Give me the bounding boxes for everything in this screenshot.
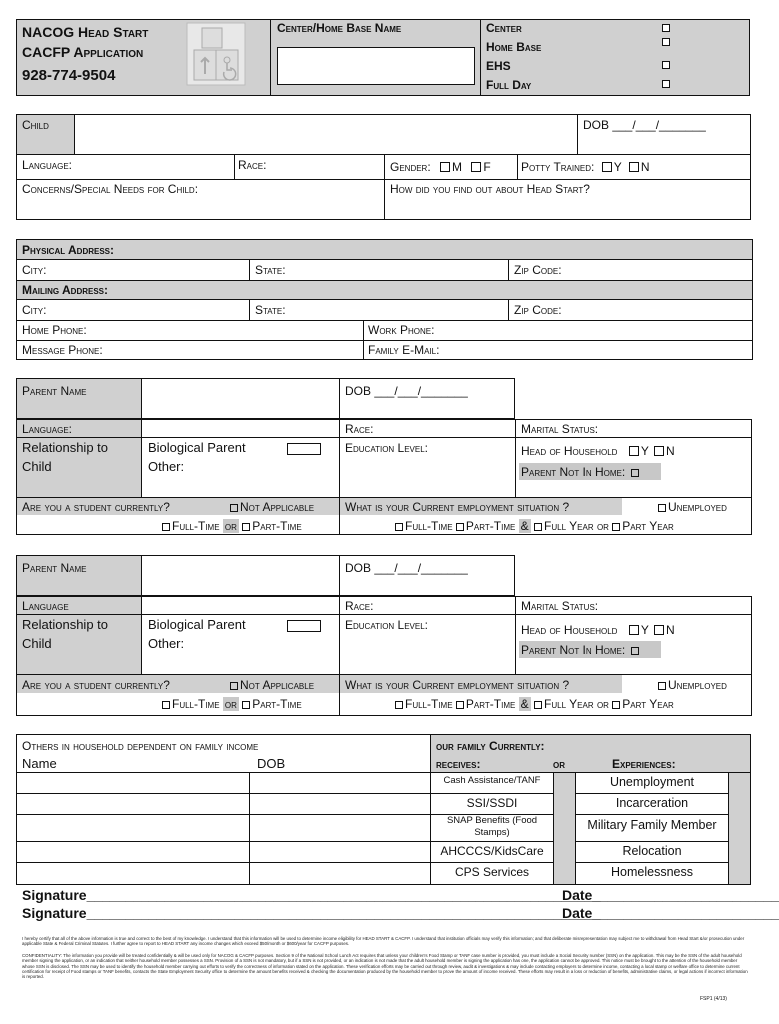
household-row-5[interactable] xyxy=(18,863,428,884)
parent-2-student-part-time: Part-Time xyxy=(252,697,302,711)
program-option-home-base: Home Base xyxy=(486,40,542,54)
parent-1-unemployed xyxy=(658,500,727,514)
center-home-base-label: Center/Home Base Name xyxy=(277,21,402,35)
parent-2-emp-full-time-checkbox[interactable] xyxy=(395,701,403,709)
household-row-4[interactable] xyxy=(18,842,428,861)
parent-1-bio-parent-label: Biological Parent xyxy=(148,440,246,455)
potty-y-checkbox[interactable] xyxy=(602,162,612,172)
receives-label: receives: xyxy=(436,757,481,771)
home-phone-label[interactable]: Home Phone: xyxy=(22,323,87,337)
mailing-address-label[interactable]: Mailing Address: xyxy=(22,283,108,297)
parent-1-student-options xyxy=(162,519,302,533)
parent-1-not-in-home-label: Parent Not In Home: xyxy=(521,465,626,479)
experiences-relocation: Relocation xyxy=(622,844,682,858)
parent-1-education-label[interactable]: Education Level: xyxy=(345,441,428,455)
phone-number: 928-774-9504 xyxy=(22,67,116,84)
parent-2-not-applicable-label: Not Applicable xyxy=(240,678,315,692)
potty-y-label: Y xyxy=(613,160,622,174)
certification-text: I hereby certify that all of the above information is true and correct to the best of my knowledge. I understand that this information will be used to determine income eligibility for HEAD START & CACFP. I understand that institution officials may verify this information; and that deliberate misrepresentation may subject me to withdrawal from Head Start &/or prosecution under applicable State & Federal Criminal Statutes. I further agree to report to HEAD START any income changes which exceed $50/month or $600/year for CACFP purposes. xyxy=(22,936,745,947)
gender-m-checkbox[interactable] xyxy=(440,162,450,172)
potty-n-label: N xyxy=(640,160,650,174)
experiences-label: Experiences: xyxy=(612,757,676,771)
parent-2-not-in-home-checkbox[interactable] xyxy=(631,647,639,655)
parent-1-emp-part-time: Part-Time xyxy=(465,519,516,533)
parent-1-language-label[interactable]: Language: xyxy=(22,422,73,436)
parent-2-student-question: Are you a student currently? xyxy=(22,678,170,692)
child-dob-label[interactable]: DOB ___/___/_______ xyxy=(583,118,706,132)
parent-2-not-in-home-label: Parent Not In Home: xyxy=(521,643,626,657)
zip-label-2[interactable]: Zip Code: xyxy=(514,303,562,317)
program-option-full-day: Full Day xyxy=(486,78,532,92)
parent-2-hoh-label: Head of Household xyxy=(521,623,618,637)
physical-address-label[interactable]: Physical Address: xyxy=(22,243,115,257)
form-code: FSP1 (4/13) xyxy=(700,996,727,1002)
blocks-logo xyxy=(186,22,246,86)
parent-1-not-in-home-field xyxy=(521,465,641,479)
parent-1-not-applicable-label: Not Applicable xyxy=(240,500,315,514)
receives-ssi-ssdi: SSI/SSDI xyxy=(466,796,518,810)
potty-n-checkbox[interactable] xyxy=(629,162,639,172)
parent-1-emp-full-time: Full-Time xyxy=(405,519,453,533)
family-email-label[interactable]: Family E-Mail: xyxy=(368,343,440,357)
parent-1-student-part-time: Part-Time xyxy=(252,519,302,533)
receives-checkbox-2[interactable] xyxy=(555,796,573,812)
parent-1-name-input[interactable] xyxy=(143,380,337,417)
parent-1-hoh-field xyxy=(521,444,675,458)
parent-2-relationship-line2: Child xyxy=(22,636,52,651)
parent-2-name-input[interactable] xyxy=(143,557,337,594)
gender-f-checkbox[interactable] xyxy=(471,162,481,172)
work-phone-label[interactable]: Work Phone: xyxy=(368,323,435,337)
city-label-1[interactable]: City: xyxy=(22,263,47,277)
receives-checkbox-3[interactable] xyxy=(555,818,573,838)
parent-1-section xyxy=(0,378,768,538)
parent-2-section xyxy=(0,555,768,715)
potty-field xyxy=(521,160,650,174)
message-phone-label[interactable]: Message Phone: xyxy=(22,343,103,357)
household-row-3[interactable] xyxy=(18,815,428,840)
program-option-ehs: EHS xyxy=(486,59,511,73)
parent-1-emp-part-time-checkbox[interactable] xyxy=(456,523,464,531)
parent-1-hoh-n-checkbox[interactable] xyxy=(654,446,664,456)
program-option-center: Center xyxy=(486,21,522,35)
parent-2-name-label: Parent Name xyxy=(22,561,87,575)
parent-2-hoh-field xyxy=(521,623,675,637)
parent-2-emp-part-year-checkbox[interactable] xyxy=(612,701,620,709)
parent-1-emp-full-time-checkbox[interactable] xyxy=(395,523,403,531)
parent-1-not-applicable xyxy=(230,500,314,514)
parent-1-emp-amp: & xyxy=(520,519,529,533)
family-currently-label: our family Currently: xyxy=(436,739,545,753)
parent-2-unemployed xyxy=(658,678,727,692)
parent-1-unemployed-checkbox[interactable] xyxy=(658,504,666,512)
parent-2-not-applicable xyxy=(230,678,314,692)
parent-1-relationship-line1: Relationship to xyxy=(22,440,108,455)
signature-line-1[interactable]: Signature__________________________________________________________________ xyxy=(22,887,601,903)
gender-f-label: F xyxy=(483,160,491,174)
parent-2-race-label[interactable]: Race: xyxy=(345,599,374,613)
parent-2-dob-label[interactable]: DOB ___/___/_______ xyxy=(345,561,468,575)
parent-1-relationship-line2: Child xyxy=(22,459,52,474)
parent-1-emp-part-year-checkbox[interactable] xyxy=(612,523,620,531)
parent-1-hoh-label: Head of Household xyxy=(521,444,618,458)
parent-2-emp-or: or xyxy=(596,697,609,711)
receives-cps: CPS Services xyxy=(454,865,530,879)
parent-2-education-label[interactable]: Education Level: xyxy=(345,618,428,632)
parent-2-emp-amp: & xyxy=(520,697,529,711)
household-row-2[interactable] xyxy=(18,794,428,813)
others-household-label: Others in household dependent on family income xyxy=(22,739,259,753)
parent-1-employment-question: What is your Current employment situation ? xyxy=(345,500,570,514)
parent-1-bio-parent-box[interactable] xyxy=(287,443,321,455)
parent-1-name-label: Parent Name xyxy=(22,384,87,398)
household-row-1[interactable] xyxy=(18,773,428,792)
parent-1-not-in-home-checkbox[interactable] xyxy=(631,469,639,477)
parent-1-race-label[interactable]: Race: xyxy=(345,422,374,436)
form-title-line2: CACFP Application xyxy=(22,44,144,60)
gender-field xyxy=(390,160,491,174)
parent-2-unemployed-label: Unemployed xyxy=(668,678,727,692)
parent-2-hoh-n: N xyxy=(665,623,675,637)
form-title-line1: NACOG Head Start xyxy=(22,24,149,40)
parent-1-emp-or: or xyxy=(596,519,609,533)
dob-column-header: DOB xyxy=(257,756,286,771)
receives-checkbox-4[interactable] xyxy=(555,844,573,860)
parent-2-other-label[interactable]: Other: xyxy=(148,636,185,651)
name-column-header: Name xyxy=(22,756,57,771)
parent-2-unemployed-checkbox[interactable] xyxy=(658,682,666,690)
parent-1-emp-full-year-checkbox[interactable] xyxy=(534,523,542,531)
receives-checkbox-5[interactable] xyxy=(555,865,573,882)
receives-cash-assistance: Cash Assistance/TANF xyxy=(443,775,541,786)
center-checkbox[interactable] xyxy=(662,24,670,32)
parent-1-dob-label[interactable]: DOB ___/___/_______ xyxy=(345,384,468,398)
parent-1-student-question: Are you a student currently? xyxy=(22,500,170,514)
experiences-checkbox-4[interactable] xyxy=(730,844,748,860)
center-home-base-input[interactable] xyxy=(277,47,475,85)
parent-1-hoh-n: N xyxy=(665,444,675,458)
parent-2-emp-part-time: Part-Time xyxy=(465,697,516,711)
concerns-label[interactable]: Concerns/Special Needs for Child: xyxy=(22,182,199,196)
parent-2-not-applicable-checkbox[interactable] xyxy=(230,682,238,690)
parent-2-student-or: or xyxy=(224,697,237,711)
child-race-label[interactable]: Race: xyxy=(238,158,267,172)
parent-2-hoh-y: Y xyxy=(640,623,649,637)
parent-2-language-label[interactable]: Language xyxy=(22,599,69,613)
experiences-unemployment: Unemployment xyxy=(609,775,695,789)
receives-checkbox-1[interactable] xyxy=(555,775,573,791)
parent-2-student-full-time: Full-Time xyxy=(172,697,220,711)
experiences-checkbox-1[interactable] xyxy=(730,775,748,791)
parent-2-not-in-home-field xyxy=(521,643,641,657)
experiences-incarceration: Incarceration xyxy=(615,796,689,810)
parent-2-bio-parent-box[interactable] xyxy=(287,620,321,632)
receives-snap: SNAP Benefits (Food Stamps) xyxy=(446,815,538,838)
parent-1-hoh-y-checkbox[interactable] xyxy=(629,446,639,456)
experiences-military: Military Family Member xyxy=(587,818,717,832)
parent-2-student-part-time-checkbox[interactable] xyxy=(242,701,250,709)
parent-1-hoh-y: Y xyxy=(640,444,649,458)
parent-2-hoh-y-checkbox[interactable] xyxy=(629,625,639,635)
parent-1-unemployed-label: Unemployed xyxy=(668,500,727,514)
child-language-label[interactable]: Language: xyxy=(22,158,73,172)
signature-line-2[interactable]: Signature__________________________________________________________________ xyxy=(22,905,601,921)
receives-ahcccs: AHCCCS/KidsCare xyxy=(440,844,544,858)
parent-1-emp-full-year: Full Year xyxy=(544,519,594,533)
parent-2-employment-question: What is your Current employment situation ? xyxy=(345,678,570,692)
gender-label: Gender: xyxy=(390,160,431,174)
potty-label: Potty Trained: xyxy=(521,160,595,174)
child-label: Child xyxy=(22,118,49,132)
home-base-checkbox[interactable] xyxy=(662,38,670,46)
city-label-2[interactable]: City: xyxy=(22,303,47,317)
parent-2-emp-full-year: Full Year xyxy=(544,697,594,711)
experiences-checkbox-3[interactable] xyxy=(730,818,748,838)
full-day-checkbox[interactable] xyxy=(662,80,670,88)
date-line-2[interactable]: Date________________________ xyxy=(562,905,779,921)
state-label-2[interactable]: State: xyxy=(255,303,286,317)
parent-1-student-part-time-checkbox[interactable] xyxy=(242,523,250,531)
parent-2-bio-parent-label: Biological Parent xyxy=(148,617,246,632)
parent-2-emp-full-time: Full-Time xyxy=(405,697,453,711)
parent-1-other-label[interactable]: Other: xyxy=(148,459,185,474)
parent-2-student-full-time-checkbox[interactable] xyxy=(162,701,170,709)
parent-1-not-applicable-checkbox[interactable] xyxy=(230,504,238,512)
parent-2-emp-full-year-checkbox[interactable] xyxy=(534,701,542,709)
parent-2-relationship-line1: Relationship to xyxy=(22,617,108,632)
find-out-label[interactable]: How did you find out about Head Start? xyxy=(390,182,590,196)
experiences-checkbox-2[interactable] xyxy=(730,796,748,812)
parent-2-hoh-n-checkbox[interactable] xyxy=(654,625,664,635)
state-label-1[interactable]: State: xyxy=(255,263,286,277)
parent-1-marital-label[interactable]: Marital Status: xyxy=(521,422,599,436)
child-name-input[interactable] xyxy=(76,116,576,152)
date-line-1[interactable]: Date________________________ xyxy=(562,887,779,903)
parent-1-employment-options xyxy=(395,519,674,533)
parent-2-emp-part-year: Part Year xyxy=(622,697,674,711)
parent-2-student-options xyxy=(162,697,302,711)
parent-1-student-or: or xyxy=(224,519,237,533)
confidentiality-text: CONFIDENTIALITY: The information you provide will be treated confidentially & will be used only for NACOG & CACFP purposes. Section 9 of the National School Lunch Act requires that unless your children's Food Stamp or TANF case number is provided, you must include a Social Security number (SSN) on the application. This may be the SSN of the adult household member signing the application, or an indication that neither household member possesses a SSN. Provision of a SSN is not mandatory, but if a SSN is not provided, or an indication is not made that the adult household member is signing the application has one, the application cannot be approved. This notice must be brought to the attention of the household member whose SSN is disclosed. The SSN may be used to identify the household member carrying out efforts to verify the correctness of information stated on the application. These verification efforts may be carried out through review, audit & investigations & may include contacting employers to determine income, contacting a local stamp or welfare office to determine current certification for receipt of Food stamps or TANF benefits, contacts the State Employment Security office to determine the amount benefits received & checking the documentation produced by the household member to prove the amount of income received. These efforts may result in a loss or reduction of benefits, administrative claims, or legal actions if incorrect information is reported. xyxy=(22,953,748,980)
experiences-checkbox-5[interactable] xyxy=(730,865,748,882)
experiences-homelessness: Homelessness xyxy=(611,865,693,879)
parent-1-emp-part-year: Part Year xyxy=(622,519,674,533)
parent-1-student-full-time: Full-Time xyxy=(172,519,220,533)
parent-1-student-full-time-checkbox[interactable] xyxy=(162,523,170,531)
or-label: or xyxy=(553,757,565,771)
ehs-checkbox[interactable] xyxy=(662,61,670,69)
gender-m-label: M xyxy=(452,160,463,174)
parent-2-employment-options xyxy=(395,697,674,711)
zip-label-1[interactable]: Zip Code: xyxy=(514,263,562,277)
parent-2-marital-label[interactable]: Marital Status: xyxy=(521,599,599,613)
parent-2-emp-part-time-checkbox[interactable] xyxy=(456,701,464,709)
